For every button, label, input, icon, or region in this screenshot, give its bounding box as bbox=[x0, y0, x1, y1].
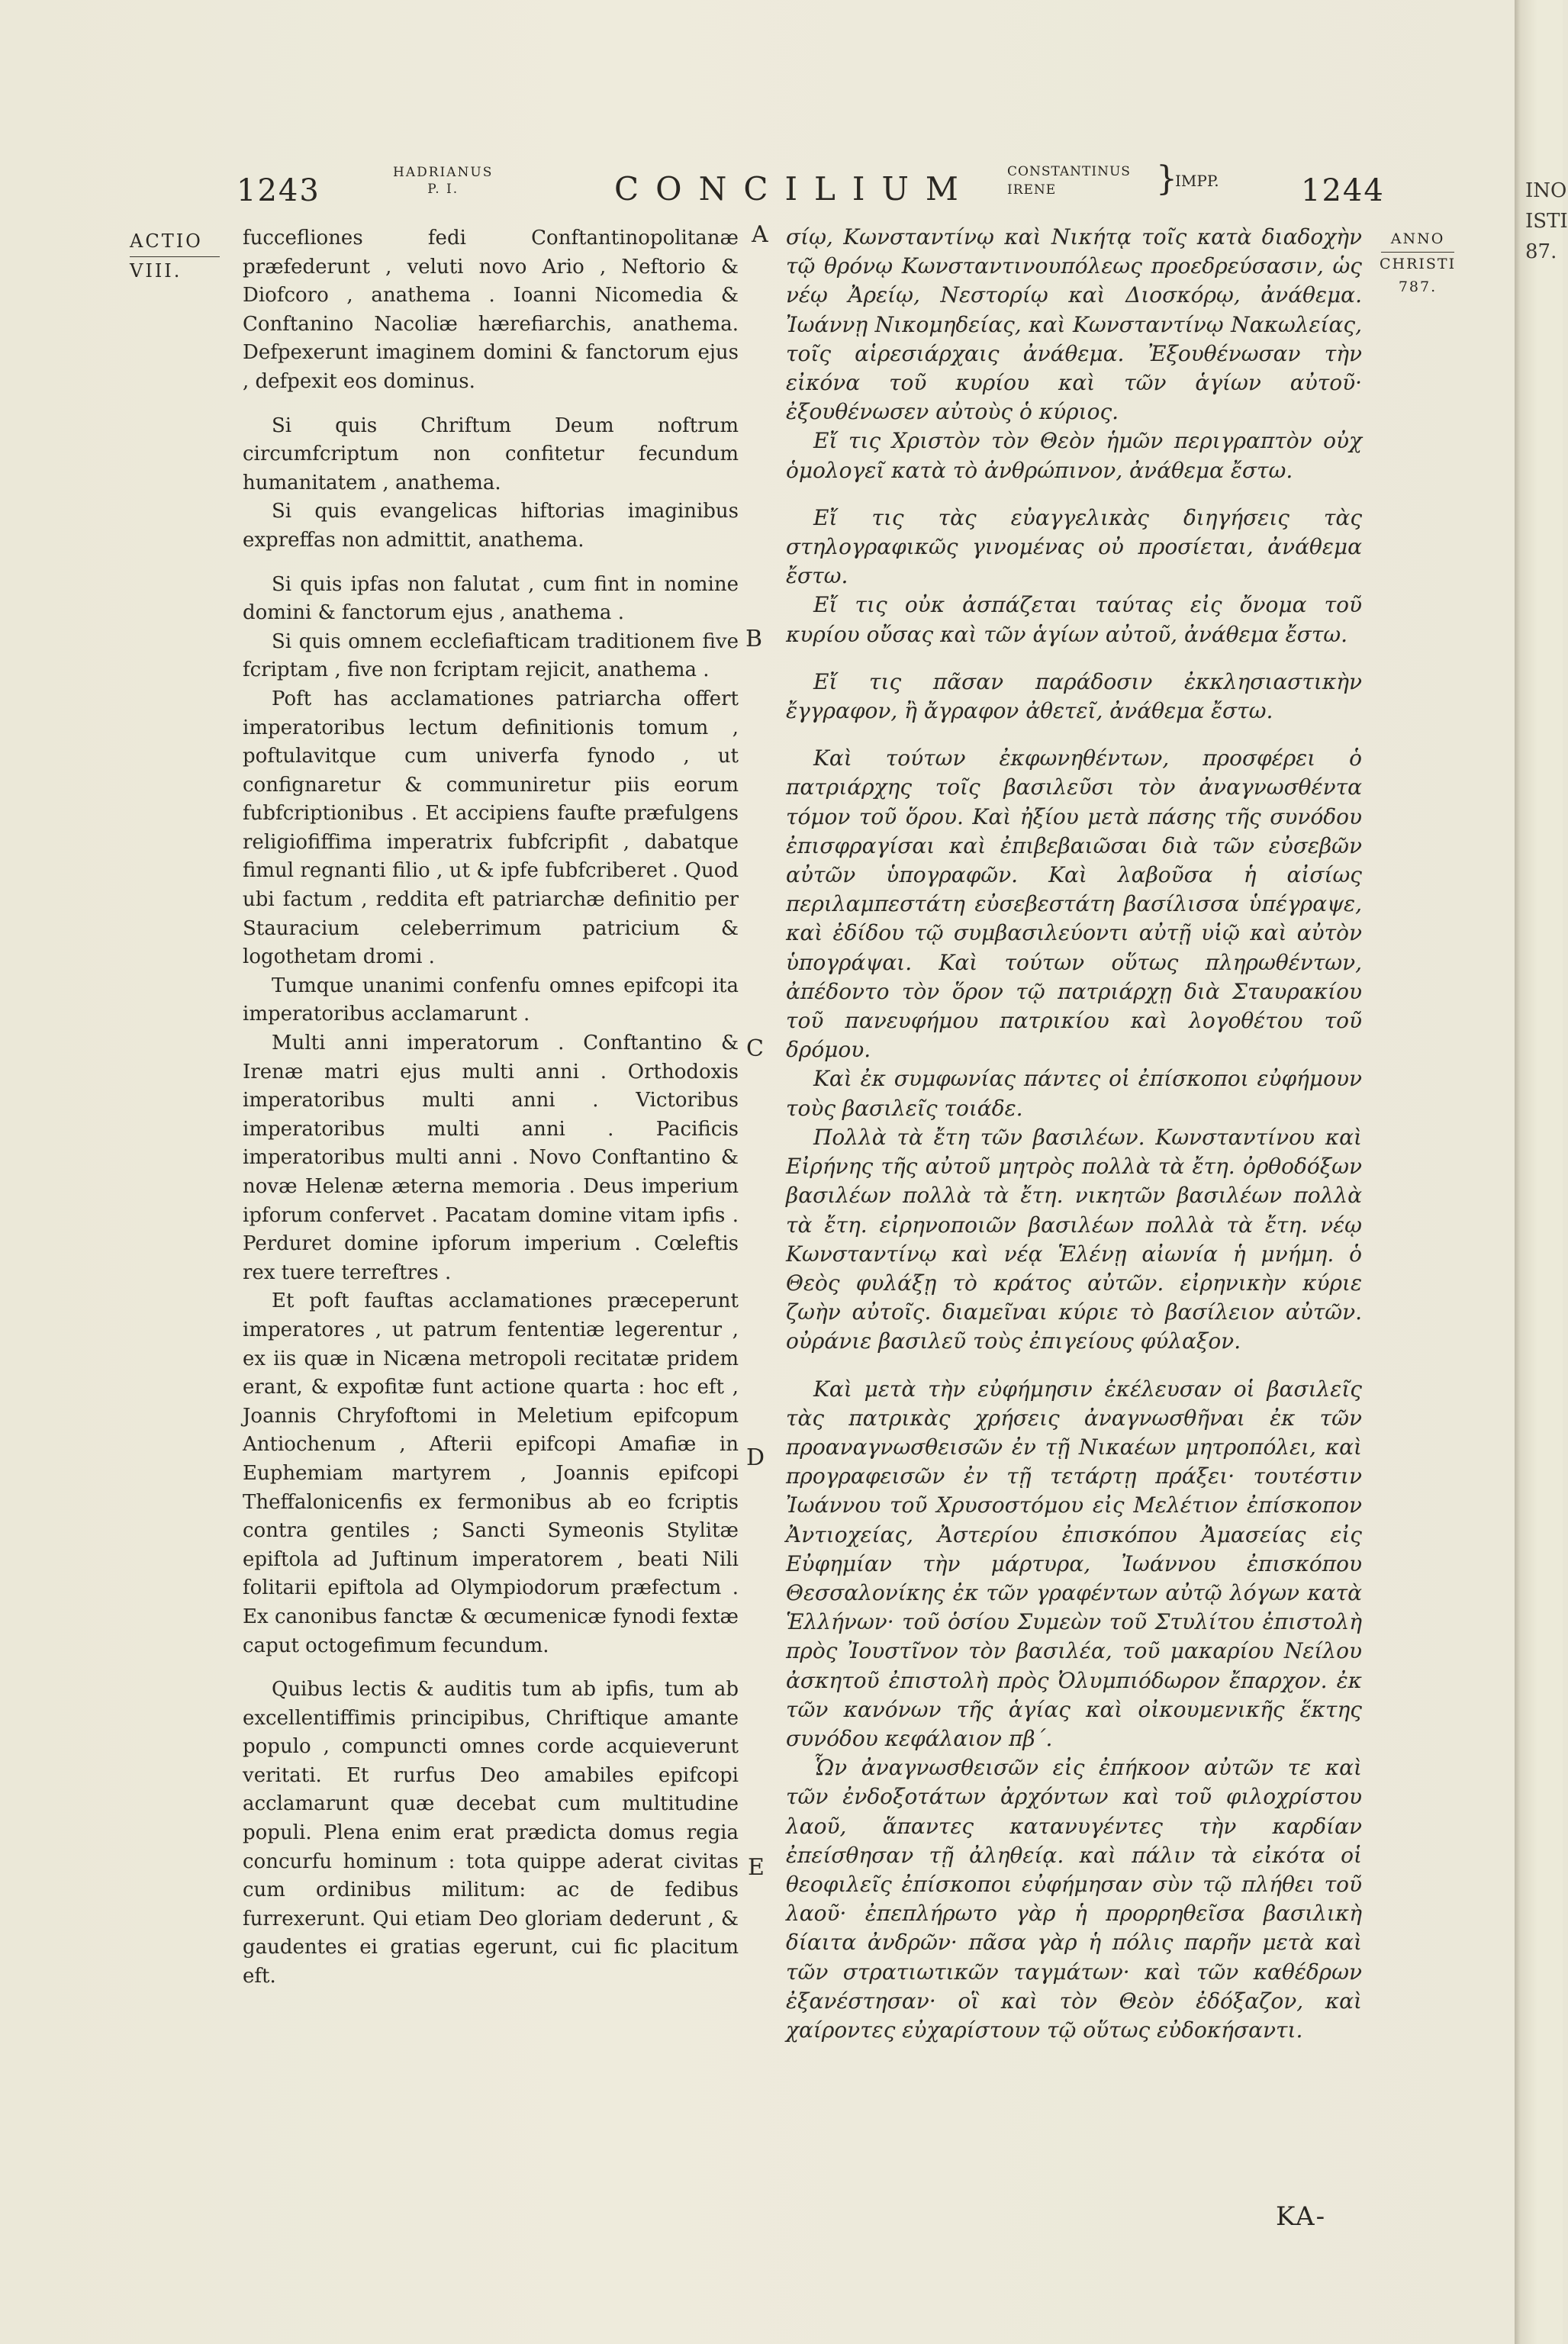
greek-paragraph: Ὧν ἀναγνωσθεισῶν εἰς ἐπήκοον αὐτῶν τε καὶ τῶν ἐνδοξοτάτων ἀρχόντων καὶ τοῦ φιλοχρίστου λαοῦ, ἅπαντες κατανυγέντες τὴν καρδίαν ἐπείσθησαν τῇ ἀληθείᾳ. καὶ πάλιν τὰ εἰκότα οἱ θεοφιλεῖς ἐπίσκοποι εὐφήμησαν σὺν τῷ πλήθει τοῦ λαοῦ· ἐπεπλήρωτο γὰρ ἡ προρρηθεῖσα βασιλικὴ δίαιτα ἀνδρῶν· πᾶσα γὰρ ἡ πόλις παρῆν μετὰ καὶ τῶν στρατιωτικῶν ταγμάτων· καὶ τῶν καθέδρων ἐξανέστησαν· οἳ καὶ τὸν Θεὸν ἐδόξαζον, καὶ χαίροντες εὐχαρίστουν τῷ οὕτως εὐδοκήσαντι. bbox=[786, 1755, 1362, 2043]
running-title: CONCILIUM bbox=[614, 170, 975, 208]
latin-paragraph: Si quis evangelicas hiftorias imaginibus expreffas non admittit, anathema. bbox=[243, 500, 739, 552]
section-marker-d: D bbox=[746, 1444, 765, 1471]
latin-paragraph: Si quis omnem ecclefiafticam traditionem five fcriptam , five non fcriptam rejicit, anathema . bbox=[243, 629, 739, 682]
greek-paragraph: Καὶ ἐκ συμφωνίας πάντες οἱ ἐπίσκοποι εὐφήμουν τοὺς βασιλεῖς τοιάδε. bbox=[786, 1066, 1362, 1121]
greek-paragraph: Εἴ τις οὐκ ἀσπάζεται ταύτας εἰς ὄνομα τοῦ κυρίου οὔσας καὶ τῶν ἁγίων αὐτοῦ, ἀνάθεμα ἔστω. bbox=[786, 592, 1362, 647]
margin-actio: ACTIO bbox=[130, 230, 203, 252]
running-head-right-line1: CONSTANTINUS bbox=[1007, 164, 1131, 179]
next-page-fragment: INO bbox=[1525, 179, 1567, 202]
page-header bbox=[0, 156, 1518, 217]
latin-paragraph: Multi anni imperatorum . Conftantino & Irenæ matri ejus multi anni . Orthodoxis imperatoribus multi anni . Victoribus imperatoribus multi anni . Pacificis imperatoribus multi anni . Novo Conftantino & novæ Helenæ æterna memoria . Deus imperium ipforum confervet . Pacatam domine vitam ipfis . Perduret domine ipforum imperium . Cœleftis rex tuere terreftres . bbox=[243, 1032, 739, 1284]
latin-paragraph: Quibus lectis & auditis tum ab ipfis, tum ab excellentiffimis principibus, Chriftique amante populo , compuncti omnes corde acquieverunt veritati. Et rurfus Deo amabiles epifcopi acclamarunt quæ decebat cum multitudine populi. Plena enim erat prædicta domus regia concurfu hominum : tota quippe aderat civitas cum ordinibus militum: ac de fedibus furrexerunt. Qui etiam Deo gloriam dederunt , & gaudentes ei gratias egerunt, cui fic placitum eft. bbox=[243, 1678, 739, 1988]
margin-christi: CHRISTI bbox=[1380, 256, 1457, 272]
greek-paragraph: Εἴ τις πᾶσαν παράδοσιν ἐκκλησιαστικὴν ἔγγραφον, ἢ ἄγραφον ἀθετεῖ, ἀνάθεμα ἔστω. bbox=[786, 668, 1362, 724]
greek-column bbox=[786, 223, 1362, 2045]
margin-actio-number: VIII. bbox=[130, 260, 182, 282]
page-number-right: 1244 bbox=[1301, 173, 1385, 208]
running-head-left bbox=[393, 164, 493, 198]
brace-icon: } bbox=[1156, 159, 1177, 198]
greek-paragraph: Εἴ τις Χριστὸν τὸν Θεὸν ἡμῶν περιγραπτὸν οὐχ ὁμολογεῖ κατὰ τὸ ἀνθρώπινον, ἀνάθεμα ἔστω. bbox=[786, 428, 1362, 483]
page-number-left: 1243 bbox=[237, 173, 320, 208]
running-head-impp: IMPP. bbox=[1175, 172, 1219, 190]
latin-paragraph: Si quis ipfas non falutat , cum fint in nomine domini & fanctorum ejus , anathema . bbox=[243, 572, 739, 625]
greek-paragraph: Καὶ μετὰ τὴν εὐφήμησιν ἐκέλευσαν οἱ βασιλεῖς τὰς πατρικὰς χρήσεις ἀναγνωσθῆναι ἐκ τῶν προαναγνωσθεισῶν ἐν τῇ Νικαέων μητροπόλει, καὶ προγραφεισῶν ἐν τῇ τετάρτῃ πράξει· τουτέστιν Ἰωάννου τοῦ Χρυσοστόμου εἰς Μελέτιον ἐπίσκοπον Ἀντιοχείας, Ἀστερίου ἐπισκόπου Ἀμασείας εἰς Εὐφημίαν τὴν μάρτυρα, Ἰωάννου ἐπισκόπου Θεσσαλονίκης ἐκ τῶν γραφέντων αὐτῷ λόγων κατὰ Ἑλλήνων· τοῦ ὁσίου Συμεὼν τοῦ Στυλίτου ἐπιστολὴ πρὸς Ἰουστῖνον τὸν βασιλέα, τοῦ μακαρίου Νείλου ἀσκητοῦ ἐπιστολὴ πρὸς Ὀλυμπιόδωρον ἔπαρχον. ἐκ τῶν κανόνων τῆς ἁγίας καὶ οἰκουμενικῆς ἕκτης συνόδου κεφάλαιον πβ΄. bbox=[786, 1376, 1362, 1751]
latin-paragraph: Tumque unanimi confenfu omnes epifcopi ita imperatoribus acclamarunt . bbox=[243, 974, 739, 1026]
section-marker-e: E bbox=[748, 1854, 765, 1881]
running-head-right bbox=[1007, 163, 1131, 199]
greek-paragraph: Καὶ τούτων ἐκφωνηθέντων, προσφέρει ὁ πατριάρχης τοῖς βασιλεῦσι τὸν ἀναγνωσθέντα τόμον τοῦ ὅρου. Καὶ ἠξίου μετὰ πάσης τῆς συνόδου ἐπισφραγίσαι καὶ ἐπιβεβαιῶσαι διὰ τῶν εὐσεβῶν αὐτῶν ὑπογραφῶν. Καὶ λαβοῦσα ἡ αἰσίως περιλαμπεστάτη εὐσεβεστάτη βασίλισσα ὑπέγραψε, καὶ ἐδίδου τῷ συμβασιλεύοντι αὐτῇ υἱῷ καὶ αὐτὸν ὑπογράψαι. Καὶ τούτων οὕτως πληρωθέντων, ἀπέδοντο τὸν ὅρον τῷ πατριάρχῃ διὰ Σταυρακίου τοῦ πανευφήμου πατρικίου καὶ λογοθέτου τοῦ δρόμου. bbox=[786, 745, 1362, 1063]
margin-note-right bbox=[1380, 227, 1456, 298]
margin-note-left bbox=[130, 227, 221, 285]
next-page-fragment: ISTI bbox=[1525, 210, 1568, 233]
latin-paragraph: Poft has acclamationes patriarcha offert imperatoribus lectum definitionis tomum , poftulavitque cum univerfa fynodo , ut confignaretur & communiretur piis eorum fubfcriptionibus . Et accipiens faufte præfulgens religiofiffima imperatrix fubfcripfit , dabatque fimul regnanti filio , ut & ipfe fubfcriberet . Quod ubi factum , reddita eft patriarchæ definitio per Stauracium celeberrimum patricium & logothetam dromi . bbox=[243, 687, 739, 969]
greek-paragraph: Πολλὰ τὰ ἔτη τῶν βασιλέων. Κωνσταντίνου καὶ Εἰρήνης τῆς αὐτοῦ μητρὸς πολλὰ τὰ ἔτη. ὀρθοδόξων βασιλέων πολλὰ τὰ ἔτη. νικητῶν βασιλέων πολλὰ τὰ ἔτη. εἰρηνοποιῶν βασιλέων πολλὰ τὰ ἔτη. νέῳ Κωνσταντίνῳ καὶ νέᾳ Ἑλένῃ αἰωνία ἡ μνήμη. ὁ Θεὸς φυλάξῃ τὸ κράτος αὐτῶν. εἰρηνικὴν κύριε ζωὴν αὐτοῖς. διαμεῖναι κύριε τὸ βασίλειον αὐτῶν. οὐράνιε βασιλεῦ τοὺς ἐπιγείους φύλαξον. bbox=[786, 1124, 1362, 1354]
margin-anno: ANNO bbox=[1390, 230, 1445, 247]
running-head-right-line2: IRENE bbox=[1007, 182, 1057, 198]
section-marker-a: A bbox=[752, 221, 768, 248]
latin-column bbox=[243, 224, 739, 1991]
running-head-left-line1: HADRIANUS bbox=[393, 165, 494, 180]
section-marker-c: C bbox=[746, 1035, 764, 1062]
margin-year: 787. bbox=[1398, 279, 1438, 295]
greek-paragraph: Εἴ τις τὰς εὐαγγελικὰς διηγήσεις τὰς στηλογραφικῶς γινομένας οὐ προσίεται, ἀνάθεμα ἔστω. bbox=[786, 504, 1362, 589]
latin-paragraph: Si quis Chriftum Deum noftrum circumfcriptum non confitetur fecundum humanitatem , anathema. bbox=[243, 414, 739, 494]
section-marker-b: B bbox=[745, 626, 763, 652]
latin-paragraph: Et poft fauftas acclamationes præceperunt imperatores , ut patrum fententiæ legerentur , ex iis quæ in Nicæna metropoli recitatæ pridem erant, & expofitæ funt actione quarta : hoc eft , Joannis Chryfoftomi in Meletium epifcopum Antiochenum , Afterii epifcopi Amafiæ in Euphemiam martyrem , Joannis epifcopi Theffalonicenfis ex fermonibus ab eo fcriptis contra gentiles ; Sancti Symeonis Stylitæ epiftola ad Juftinum imperatorem , beati Nili folitarii epiftola ad Olympiodorum præfectum . Ex canonibus fanctæ & œcumenicæ fynodi fextæ caput octogefimum fecundum. bbox=[243, 1290, 739, 1657]
next-page-edge bbox=[1515, 0, 1568, 2344]
running-head-left-line2: P. I. bbox=[427, 182, 459, 197]
latin-paragraph: fuccefliones fedi Conftantinopolitanæ præfederunt , veluti novo Ario , Neftorio & Diofcoro , anathema . Ioanni Nicomedia & Conftanino Nacoliæ hærefiarchis, anathema. Defpexerunt imaginem domini & fanctorum ejus , defpexit eos dominus. bbox=[243, 227, 739, 393]
next-page-fragment: 87. bbox=[1525, 240, 1557, 263]
greek-paragraph: σίῳ, Κωνσταντίνῳ καὶ Νικήτᾳ τοῖς κατὰ διαδοχὴν τῷ θρόνῳ Κωνσταντινουπόλεως προεδρεύσασιν, ὡς νέῳ Ἀρείῳ, Νεστορίῳ καὶ Διοσκόρῳ, ἀνάθεμα. Ἰωάννῃ Νικομηδείας, καὶ Κωνσταντίνῳ Νακωλείας, τοῖς αἱρεσιάρχαις ἀνάθεμα. Ἐξουθένωσαν τὴν εἰκόνα τοῦ κυρίου καὶ τῶν ἁγίων αὐτοῦ· ἐξουθένωσεν αὐτοὺς ὁ κύριος. bbox=[786, 224, 1362, 425]
catchword: KA- bbox=[1276, 2201, 1327, 2232]
